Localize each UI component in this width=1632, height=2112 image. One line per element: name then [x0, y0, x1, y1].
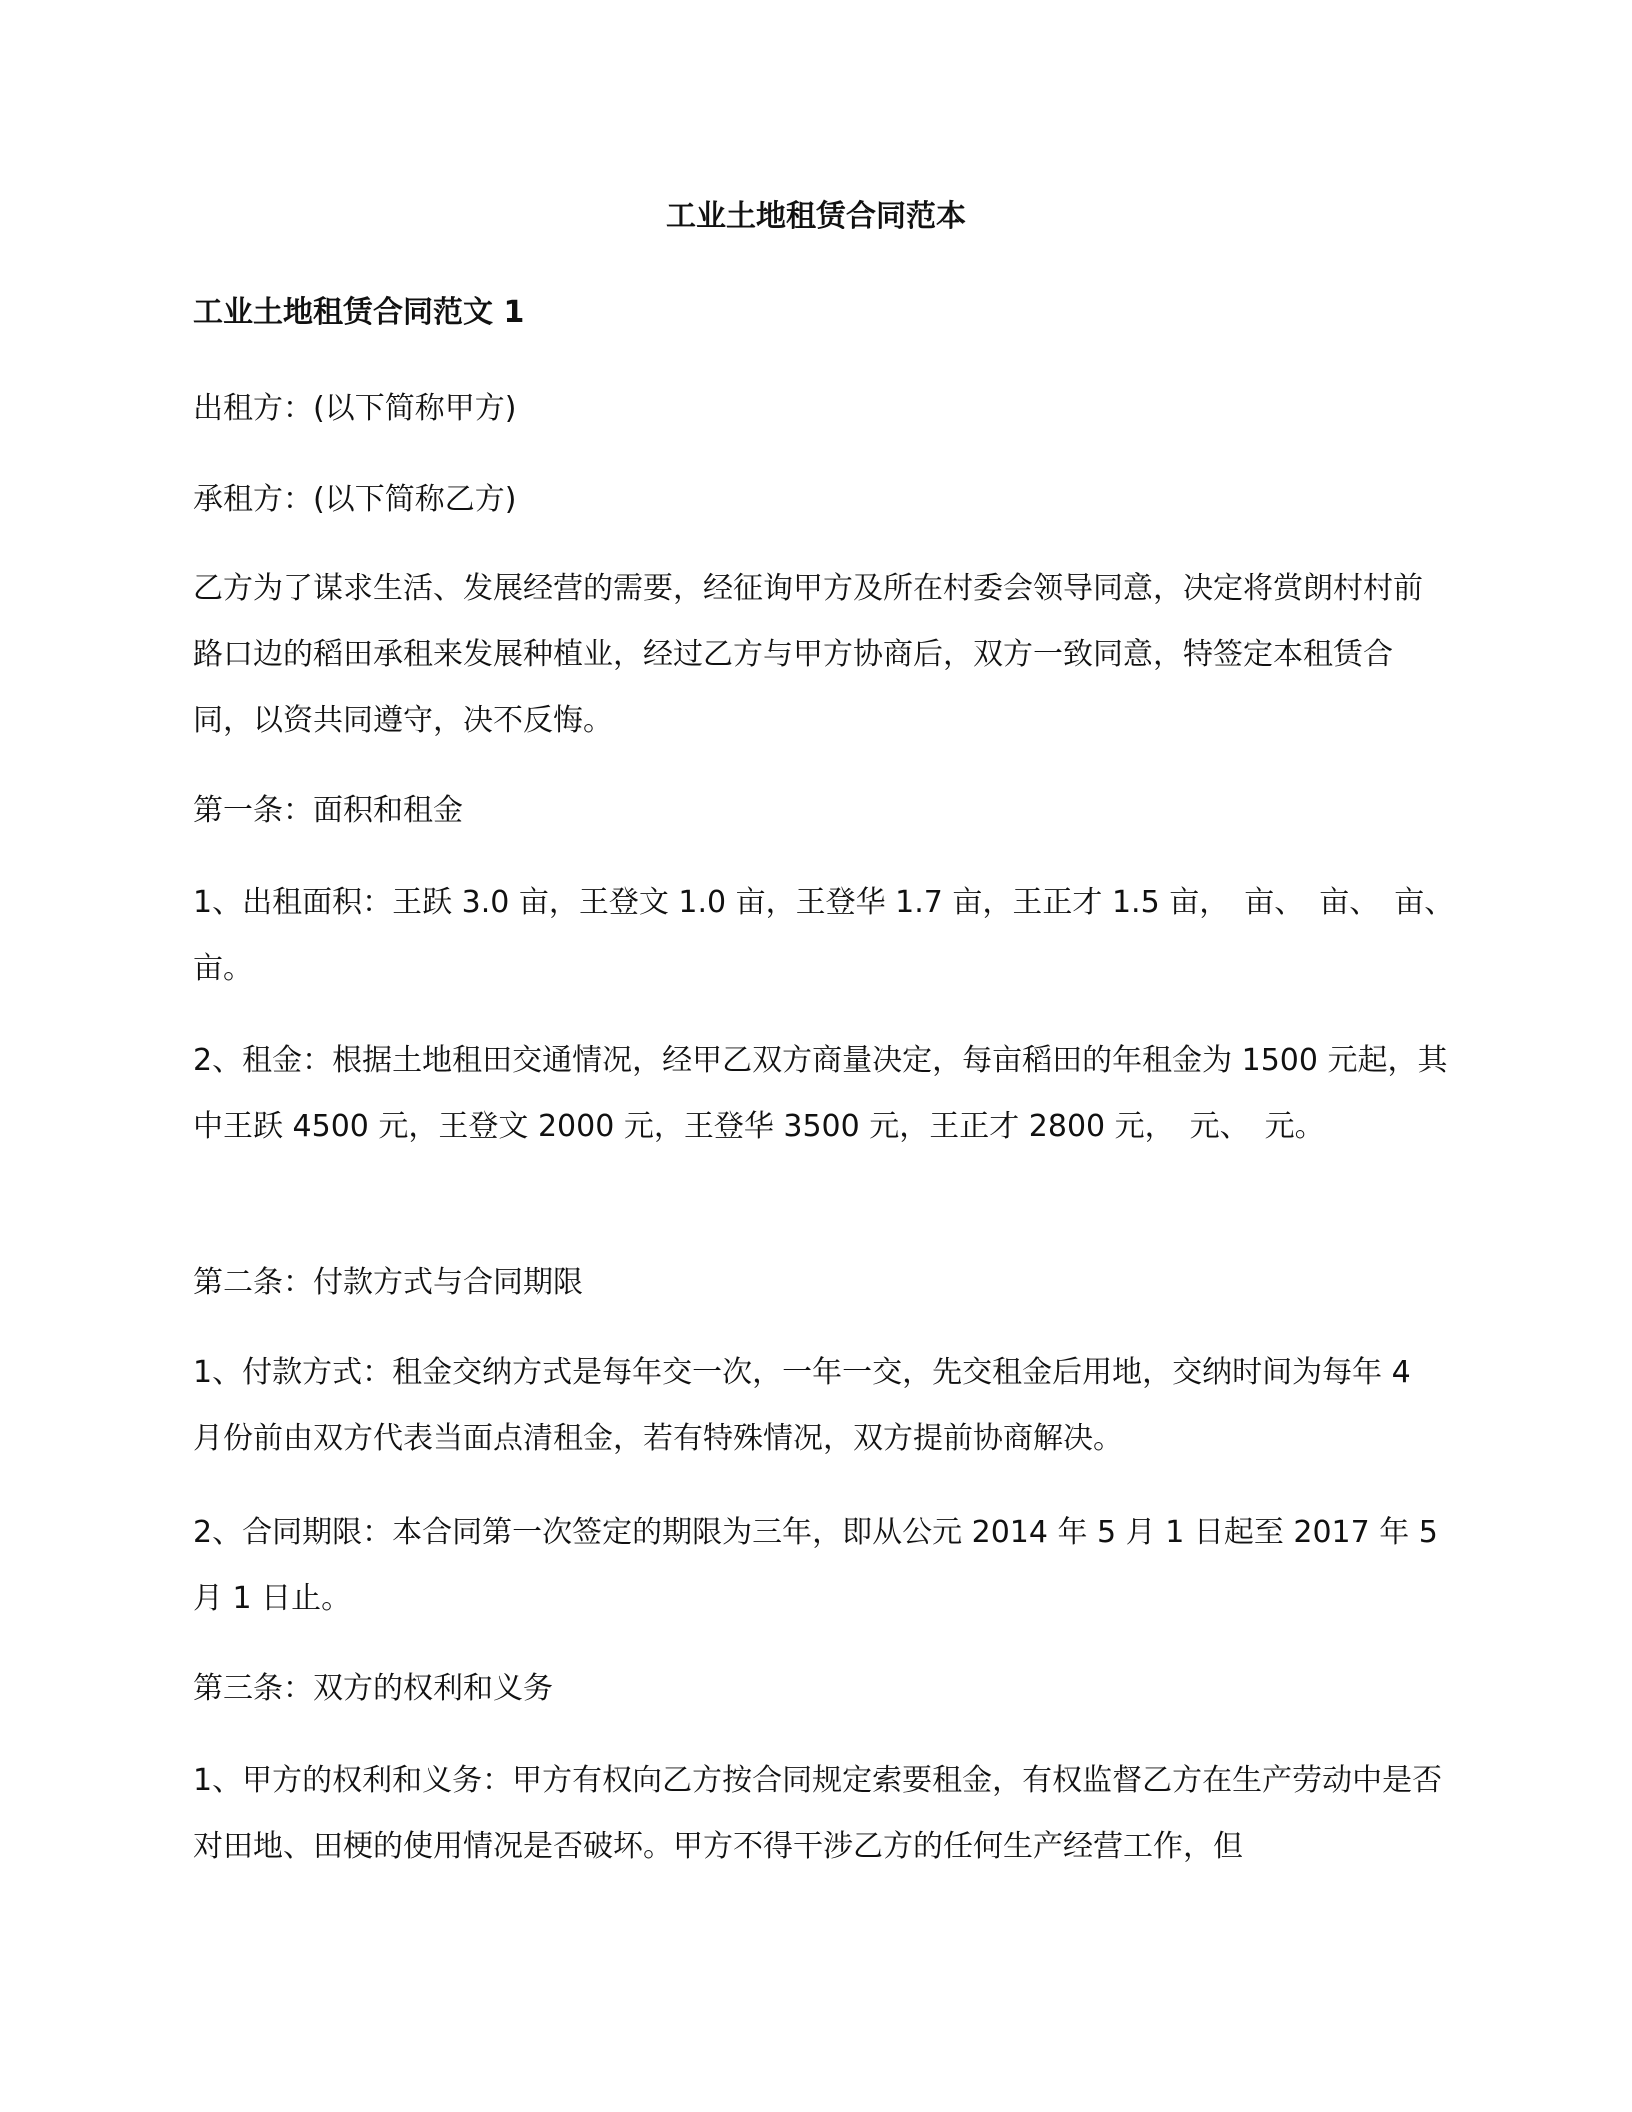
article-2-item-1: 1、付款方式：租金交纳方式是每年交一次，一年一交，先交租金后用地，交纳时间为每年 4 月份前由双方代表当面点清租金，若有特殊情况，双方提前协商解决。 — [193, 1355, 1411, 1456]
article-2-item-2: 2、合同期限：本合同第一次签定的期限为三年，即从公元 2014 年 5 月 1 日起至 2017 年 5 月 1 日止。 — [193, 1515, 1438, 1616]
article-3-item-1: 1、甲方的权利和义务：甲方有权向乙方按合同规定索要租金，有权监督乙方在生产劳动中是否对田地、田梗的使用情况是否破坏。甲方不得干涉乙方的任何生产经营工作，但 — [193, 1763, 1443, 1864]
article-1-item-1: 1、出租面积：王跃 3.0 亩，王登文 1.0 亩，王登华 1.7 亩，王正才 1.5 亩， 亩、 亩、 亩、 亩。 — [193, 885, 1470, 986]
article-3-heading: 第三条：双方的权利和义务 — [193, 1671, 553, 1706]
document-title: 工业土地租赁合同范本 — [666, 199, 966, 234]
article-2-heading: 第二条：付款方式与合同期限 — [193, 1265, 583, 1300]
article-1-item-2: 2、租金：根据土地租田交通情况，经甲乙双方商量决定，每亩稻田的年租金为 1500 元起，其中王跃 4500 元，王登文 2000 元，王登华 3500 元，王正才 2800 元， 元、 元。 — [193, 1043, 1448, 1144]
section-subtitle: 工业土地租赁合同范文 1 — [193, 295, 525, 330]
intro-paragraph: 乙方为了谋求生活、发展经营的需要，经征询甲方及所在村委会领导同意，决定将赏朗村村前路口边的稻田承租来发展种植业，经过乙方与甲方协商后，双方一致同意，特签定本租赁合同，以资共同遵守，决不反悔。 — [193, 571, 1423, 738]
lessee-line: 承租方：(以下简称乙方) — [193, 482, 517, 517]
article-1-heading: 第一条：面积和租金 — [193, 793, 463, 828]
lessor-line: 出租方：(以下简称甲方) — [193, 391, 517, 426]
